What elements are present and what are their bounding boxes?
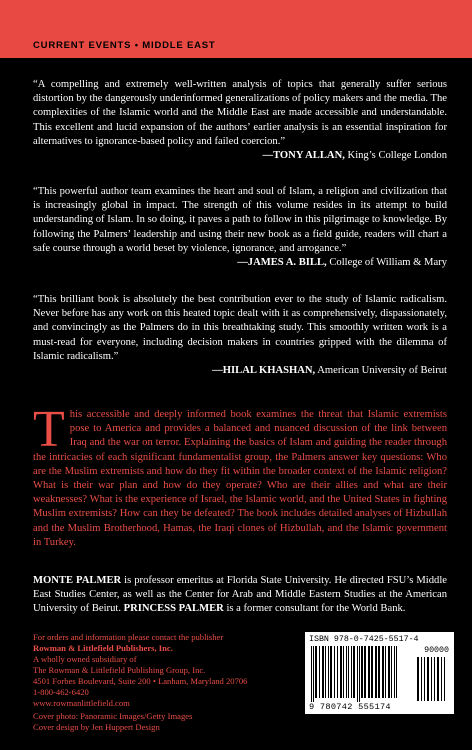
barcode-bar: [340, 646, 342, 698]
author-bio-text-2: is a former consultant for the World Bank.: [223, 603, 406, 615]
review-quote-2: [33, 185, 447, 270]
publisher-line: The Rowman & Littlefield Publishing Group, Inc.: [33, 665, 206, 675]
barcode-bar: [311, 646, 312, 702]
publisher-line: Rowman & Littlefield Publishers, Inc.: [33, 643, 173, 653]
barcode-bar: [391, 646, 392, 698]
addon-barcode: [417, 657, 449, 701]
barcode-bar: [364, 646, 366, 698]
barcode-bar: [375, 646, 377, 698]
barcode-bar: [357, 646, 358, 702]
author-name-2: PRINCESS PALMER: [123, 603, 224, 615]
barcode-bar: [348, 646, 349, 698]
barcode-bar: [427, 657, 429, 701]
ean-digits: 9 780742 555174: [309, 702, 391, 712]
publisher-url[interactable]: www.rowmanlittlefield.com: [33, 698, 130, 708]
review-quote-3: [33, 293, 447, 378]
quote-text: “This brilliant book is absolutely the best contribution ever to the study of Islamic radicalism. Never before has any work on this heated topic dealt with it as comprehensively, dispassionately, and convincingly as the Palmers do in this breathtaking study. This smoothly written work is a must-read for everyone, including decision makers in countries gripped with the dilemma of Islamic radicalism.”: [33, 294, 447, 362]
credit-line: Cover design by Jen Huppert Design: [33, 722, 160, 732]
barcode-bar: [431, 657, 432, 701]
barcode-bar: [337, 646, 338, 698]
reviewer-name: —TONY ALLAN,: [262, 150, 345, 162]
author-name-1: MONTE PALMER: [33, 575, 122, 586]
barcode-bar: [441, 657, 442, 701]
barcode-bar: [378, 646, 380, 698]
barcode-bar: [444, 657, 445, 701]
barcode-bar: [361, 646, 363, 698]
barcode-bar: [437, 657, 439, 701]
barcode-panel: [305, 632, 454, 714]
reviewer-affiliation: American University of Beirut: [315, 365, 447, 377]
quote-attribution: [33, 364, 447, 378]
publisher-line: For orders and information please contact the publisher: [33, 632, 224, 642]
reviewer-affiliation: King’s College London: [344, 150, 447, 162]
barcode-bar: [351, 646, 352, 698]
barcode-bar: [313, 646, 314, 702]
barcode-bar: [343, 646, 344, 698]
quote-attribution: [33, 149, 447, 163]
publisher-line: 4501 Forbes Boulevard, Suite 200 • Lanham, Maryland 20706: [33, 676, 248, 686]
category-band: [0, 0, 472, 58]
category-label: CURRENT EVENTS • MIDDLE EAST: [33, 40, 216, 51]
quote-text: “A compelling and extremely well-written analysis of topics that generally suffer serious distortion by the dangerously underinformed generalizations of policy makers and the media. The complexities of the Islamic world and the Middle East are made accessible and understandable. This excellent and lucid expansion of the authors’ earlier analysis is an essential inspiration for alternatives to ignorance-based policy and failed coercion.”: [33, 79, 447, 147]
barcode-bar: [424, 657, 425, 701]
cover-credits: [33, 711, 293, 733]
author-bio: [33, 574, 447, 617]
author-bio-text-1: is professor emeritus at Florida State University. He directed FSU’s Middle East Studies Center, as well as the Center for Arab and Middle Eastern Studies at the American University of Beirut.: [33, 575, 447, 615]
price-addon: 90000: [424, 646, 449, 655]
barcode-bar: [359, 646, 360, 702]
barcode-bar: [315, 646, 317, 698]
reviewer-name: —JAMES A. BILL,: [237, 257, 327, 269]
barcode-bar: [421, 657, 422, 701]
drop-cap: T: [33, 401, 65, 458]
barcode-bar: [325, 646, 326, 698]
barcode-bar: [385, 646, 386, 698]
publisher-line: 1-800-462-6420: [33, 687, 89, 697]
quote-text: “This powerful author team examines the heart and soul of Islam, a religion and civilization that is increasingly global in impact. The strength of this volume resides in its attempt to build understanding of Islam. In so doing, it paves a path to follow in this pilgrimage to knowledge. By following the Palmers’ leadership and using their new book as a field guide, readers will chart a safe course through a world beset by violence, ignorance, and arrogance.”: [33, 186, 447, 254]
publisher-line: A wholly owned subsidiary of: [33, 654, 137, 664]
reviewer-affiliation: College of William & Mary: [326, 257, 447, 269]
barcode-bar: [328, 646, 329, 698]
barcode-bar: [353, 646, 355, 698]
barcode-bar: [322, 646, 324, 698]
barcode-bar: [388, 646, 390, 698]
review-quote-1: [33, 78, 447, 163]
barcode-bar: [368, 646, 370, 698]
book-description: [33, 401, 447, 550]
barcode-bar: [371, 646, 373, 698]
barcode-bar: [319, 646, 320, 698]
description-text: his accessible and deeply informed book examines the threat that Islamic extremists pose to America and provides a balanced and nuanced discussion of the link between Iraq and the war on terror. Explaining the basics of Islam and guiding the reader through the intricacies of each significant fundamentalist group, the Palmers answer key questions: Who are the Muslim extremists and how do they fit within the broader context of the Islamic religion? What is their war plan and how do they operate? Who are their allies and what are their weaknesses? What is the experience of Israel, the Islamic world, and the United States in fighting Muslim extremists? How can they be defeated? The book includes detailed analyses of Hizbullah and the Muslim Brotherhood, Hamas, the Iraqi clones of Hizbullah, and the Islamic government in Turkey.: [33, 409, 447, 548]
credit-line: Cover photo: Panoramic Images/Getty Images: [33, 711, 193, 721]
barcode-bar: [334, 646, 335, 698]
quote-attribution: [237, 256, 447, 270]
barcode-bar: [330, 646, 332, 698]
reviewer-name: —HILAL KHASHAN,: [212, 365, 316, 377]
ean-barcode: [309, 646, 414, 702]
barcode-bar: [417, 657, 419, 701]
barcode-bar: [382, 646, 384, 698]
isbn-label: ISBN 978-0-7425-5517-4: [309, 635, 419, 644]
barcode-bar: [346, 646, 347, 698]
barcode-bar: [394, 646, 395, 698]
barcode-bar: [396, 646, 397, 698]
publisher-info: [33, 632, 293, 709]
barcode-bar: [434, 657, 435, 701]
